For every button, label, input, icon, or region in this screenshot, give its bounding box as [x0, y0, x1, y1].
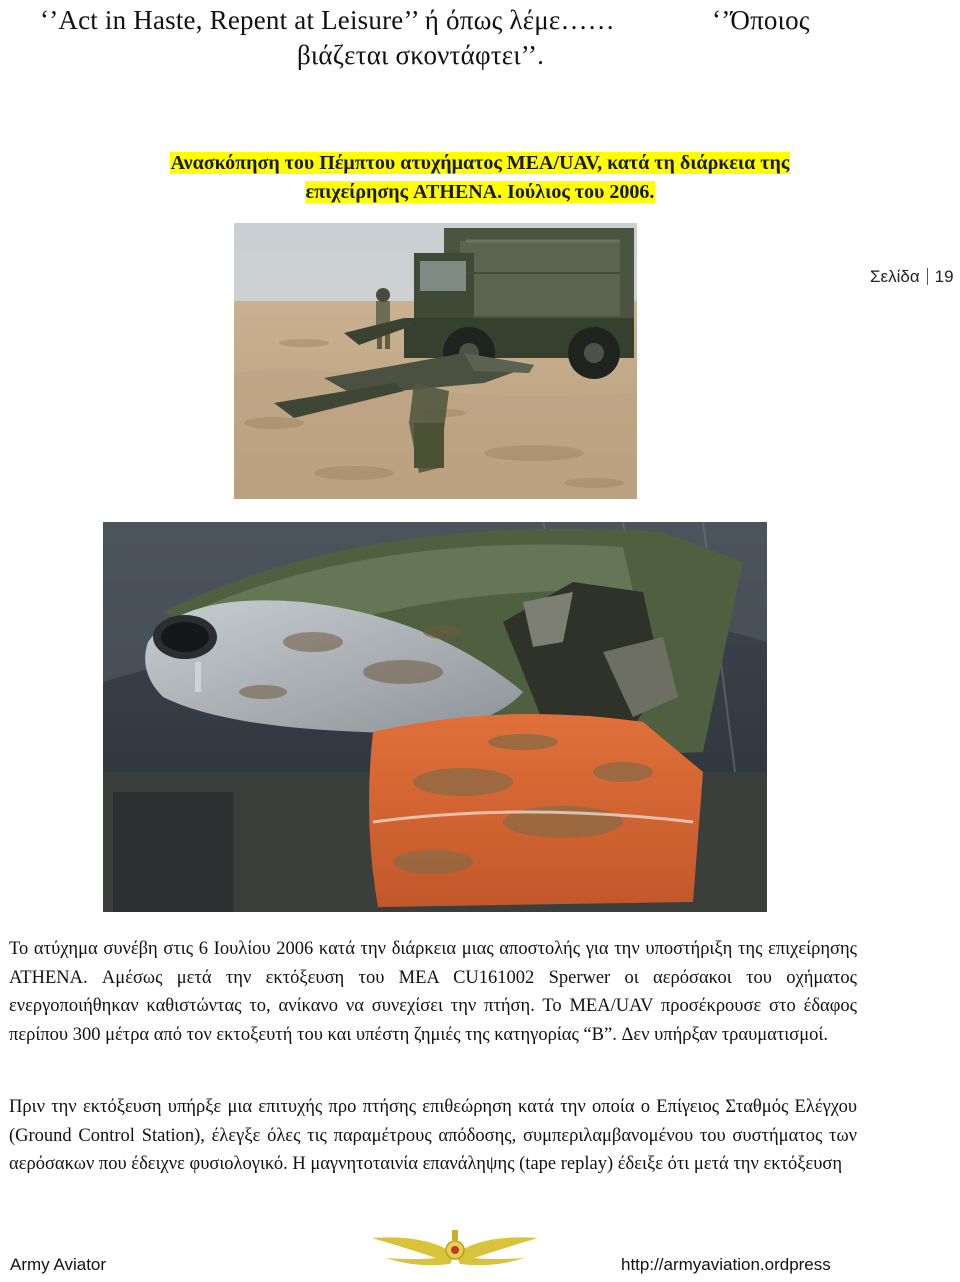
subtitle-line2-text: επιχείρησης ATHENA. Ιούλιος του 2006.	[305, 181, 655, 203]
damaged-uav-nose-hangar-photo	[103, 522, 767, 912]
footer-emblem	[366, 1224, 544, 1276]
subtitle-line2	[0, 178, 960, 206]
header-title-right: ‘’Όποιος	[712, 5, 810, 35]
header-title-line2: βιάζεται σκοντάφτει’’.	[297, 40, 545, 70]
header-title-line1: ‘’Act in Haste, Repent at Leisure’’ ή όπως λέμε……	[40, 5, 615, 35]
body-paragraph-2: Πριν την εκτόξευση υπήρξε μια επιτυχής προ πτήσης επιθεώρηση κατά την οποία ο Επίγειος Σταθμός Ελέγχου (Ground Control Station), έλεγξε όλες τις παραμέτρους απόδοσης, συμπεριλαμβανομένου του συστήματος των αερόσακων που έδειχνε φυσιολογικό. Η μαγνητοταινία επανάληψης (tape replay) έδειξε ότι μετά την εκτόξευση	[9, 1097, 857, 1175]
page-number	[870, 267, 954, 287]
wings-emblem-icon	[366, 1224, 544, 1276]
subtitle-line1	[0, 149, 960, 177]
crashed-uav-desert-photo	[234, 223, 637, 499]
footer-left: Army Aviator	[10, 1255, 107, 1274]
footer-right: http://armyaviation.ordpress	[621, 1255, 831, 1274]
body-paragraph-1: Το ατύχημα συνέβη στις 6 Ιουλίου 2006 κατά την διάρκεια μιας αποστολής για την υποστήριξη της επιχείρησης ATHENA. Αμέσως μετά την εκτόξευση του ΜΕΑ CU161002 Sperwer οι αερόσακοι του οχήματος ενεργοποιήθηκαν καθιστώντας το, ανίκανο να συνεχίσει την πτήση. Το ΜΕΑ/UAV προσέκρουσε στο έδαφος περίπου 300 μέτρα από τον εκτοξευτή του και υπέστη ζημιές της κατηγορίας “B”. Δεν υπήρξαν τραυματισμοί.	[9, 939, 857, 1045]
page-number-separator	[927, 268, 928, 285]
page-number-label: Σελίδα	[870, 267, 920, 286]
hangar-photo-art	[103, 522, 767, 912]
subtitle-line1-text: Ανασκόπηση του Πέμπτου ατυχήματος ΜΕΑ/UAV, κατά τη διάρκεια της	[170, 152, 790, 174]
desert-photo-art	[234, 223, 637, 499]
page-number-value: 19	[934, 267, 954, 286]
